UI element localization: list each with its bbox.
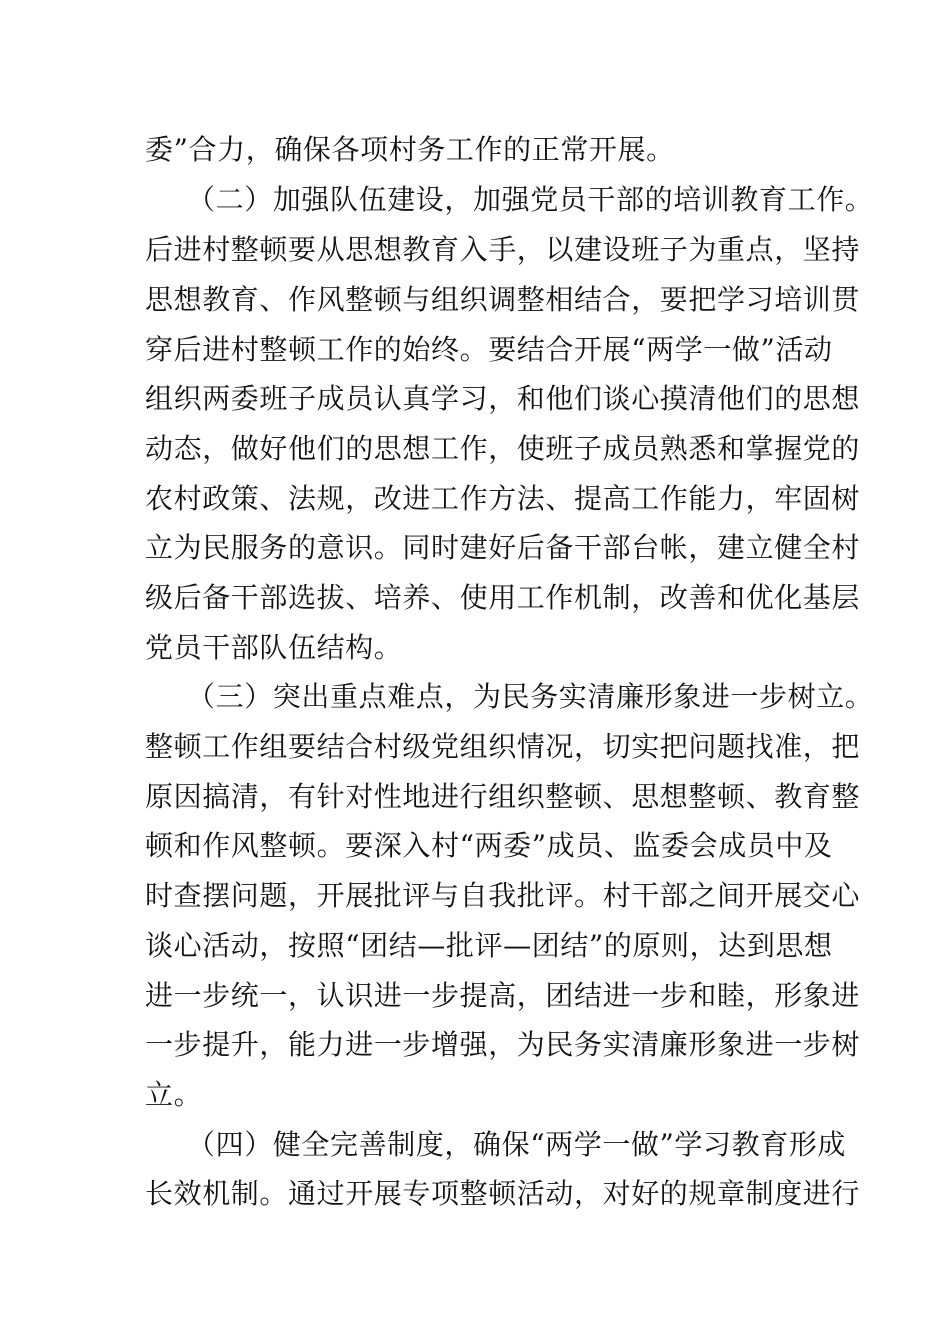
text-line: 立。 xyxy=(145,1078,203,1111)
text-line: 整顿工作组要结合村级党组织情况，切实把问题找准，把 xyxy=(145,730,861,763)
text-line: 长效机制。通过开展专项整顿活动，对好的规章制度进行 xyxy=(145,1177,861,1210)
text-line: 委”合力，确保各项村务工作的正常开展。 xyxy=(145,133,675,166)
text-line: 时查摆问题，开展批评与自我批评。村干部之间开展交心 xyxy=(145,879,861,912)
text-line: 思想教育、作风整顿与组织调整相结合，要把学习培训贯 xyxy=(145,283,861,316)
text-line: 一步提升，能力进一步增强，为民务实清廉形象进一步树 xyxy=(145,1028,861,1061)
text-line: 穿后进村整顿工作的始终。要结合开展“两学一做”活动 xyxy=(145,333,833,366)
text-line: 谈心活动，按照“团结—批评—团结”的原则，达到思想 xyxy=(145,929,833,962)
text-line: 党员干部队伍结构。 xyxy=(145,631,403,664)
section-heading-2: （二）加强队伍建设，加强党员干部的培训教育工作。 xyxy=(187,183,874,216)
text-line: 立为民服务的意识。同时建好后备干部台帐，建立健全村 xyxy=(145,531,861,564)
text-line: 原因搞清，有针对性地进行组织整顿、思想整顿、教育整 xyxy=(145,780,861,813)
section-heading-3: （三）突出重点难点，为民务实清廉形象进一步树立。 xyxy=(187,680,874,713)
text-line: 进一步统一，认识进一步提高，团结进一步和睦，形象进 xyxy=(145,979,861,1012)
text-line: 顿和作风整顿。要深入村“两委”成员、监委会成员中及 xyxy=(145,829,833,862)
section-heading-4: （四）健全完善制度，确保“两学一做”学习教育形成 xyxy=(187,1128,847,1161)
text-line: 组织两委班子成员认真学习，和他们谈心摸清他们的思想 xyxy=(145,382,861,415)
text-line: 农村政策、法规，改进工作方法、提高工作能力，牢固树 xyxy=(145,482,861,515)
text-line: 级后备干部选拔、培养、使用工作机制，改善和优化基层 xyxy=(145,581,861,614)
text-line: 动态，做好他们的思想工作，使班子成员熟悉和掌握党的 xyxy=(145,432,861,465)
text-line: 后进村整顿要从思想教育入手，以建设班子为重点，坚持 xyxy=(145,233,861,266)
